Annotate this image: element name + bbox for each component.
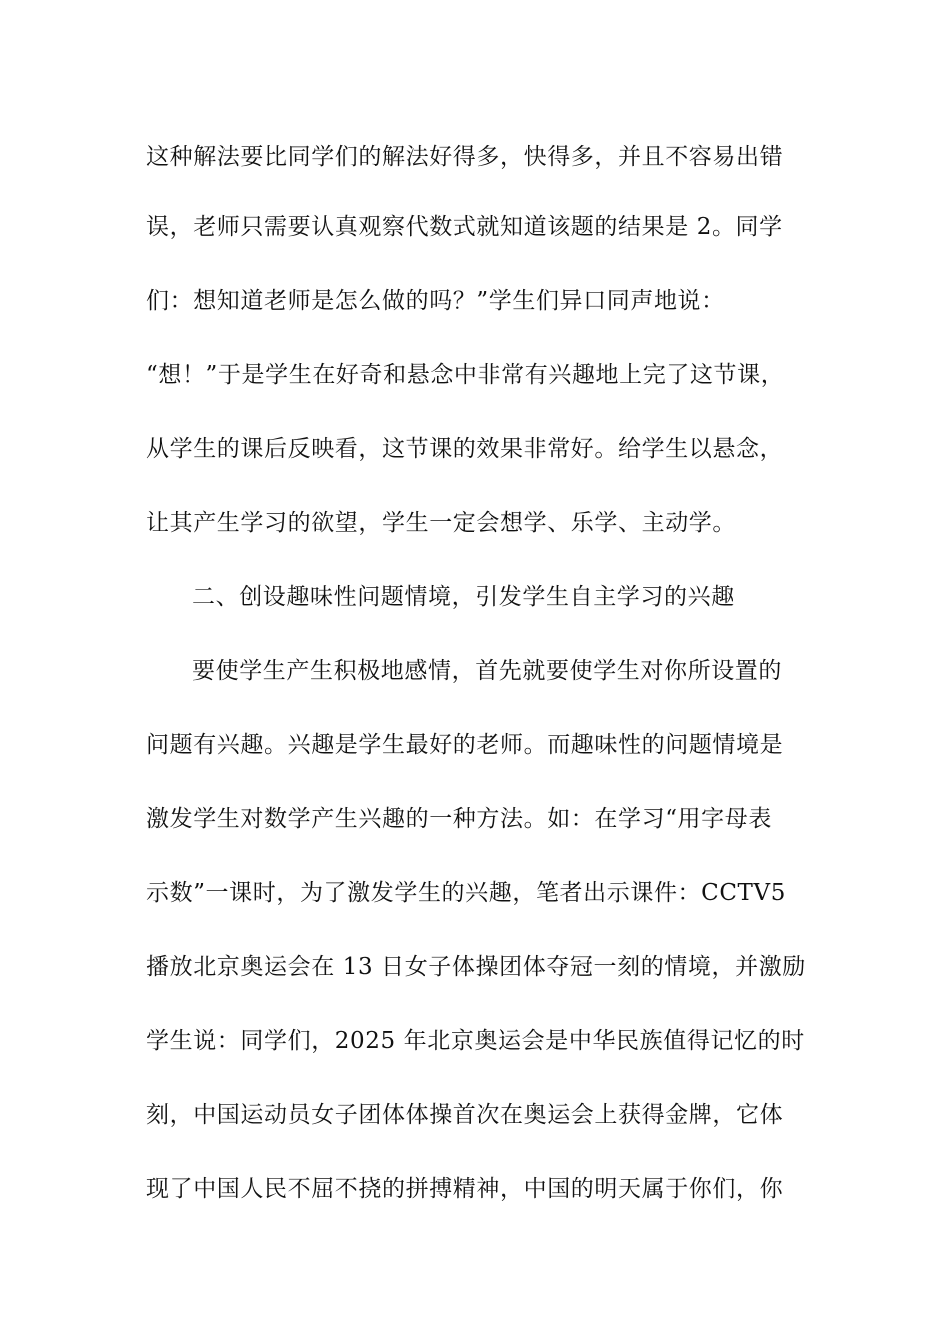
text-line: 这种解法要比同学们的解法好得多，快得多，并且不容易出错 (146, 144, 784, 170)
text-line: 问题有兴趣。兴趣是学生最好的老师。而趣味性的问题情境是 (146, 732, 784, 758)
section-heading: 二、创设趣味性问题情境，引发学生自主学习的兴趣 (192, 584, 735, 610)
text-line: 播放北京奥运会在 13 日女子体操团体夺冠一刻的情境，并激励 (146, 954, 806, 980)
text-line: 学生说：同学们，2025 年北京奥运会是中华民族值得记忆的时 (146, 1028, 805, 1054)
text-line: 们：想知道老师是怎么做的吗？”学生们异口同声地说： (146, 288, 725, 314)
text-line: 让其产生学习的欲望，学生一定会想学、乐学、主动学。 (146, 510, 736, 536)
text-line: 要使学生产生积极地感情，首先就要使学生对你所设置的 (192, 658, 782, 684)
text-line: 刻，中国运动员女子团体体操首次在奥运会上获得金牌，它体 (146, 1102, 784, 1128)
text-line: 示数”一课时，为了激发学生的兴趣，笔者出示课件：CCTV5 (146, 880, 786, 906)
text-line: “想！”于是学生在好奇和悬念中非常有兴趣地上完了这节课， (146, 362, 785, 388)
text-line: 从学生的课后反映看，这节课的效果非常好。给学生以悬念， (146, 436, 784, 462)
text-line: 误，老师只需要认真观察代数式就知道该题的结果是 2。同学 (146, 214, 783, 240)
text-line: 激发学生对数学产生兴趣的一种方法。如：在学习“用字母表 (146, 806, 772, 832)
text-line: 现了中国人民不屈不挠的拼搏精神，中国的明天属于你们，你 (146, 1176, 784, 1202)
